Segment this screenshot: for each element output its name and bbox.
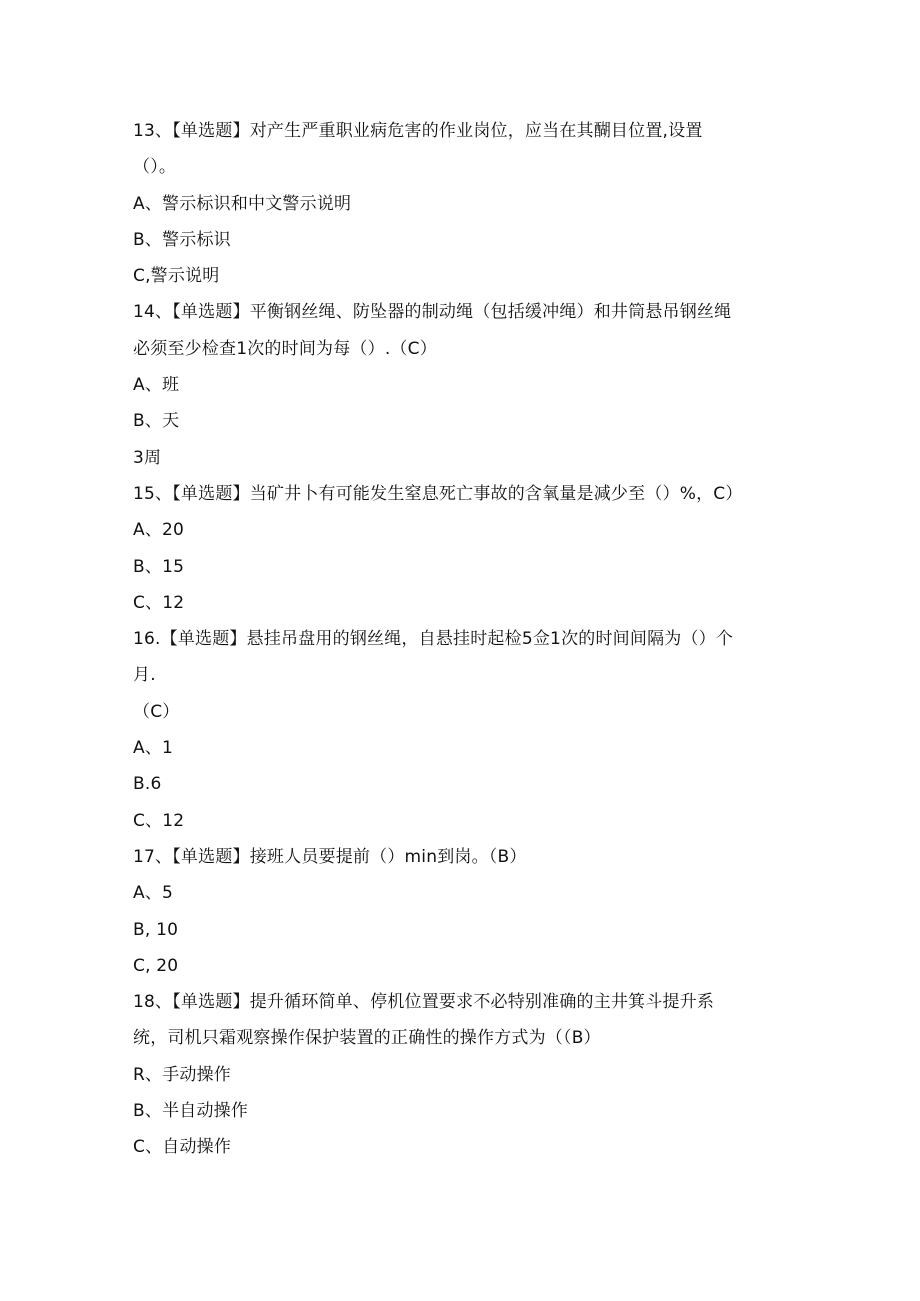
question-15-option-c: C、12 [133,592,185,613]
question-13-stem-cont: （）。 [133,157,177,178]
question-17-option-b: B, 10 [133,919,179,940]
question-16-answer: （C） [133,701,180,722]
question-14-option-a: A、班 [133,375,180,396]
question-14-stem: 14、【单选题】平衡钢丝绳、防坠器的制动绳（包括缓冲绳）和井筒悬吊钢丝绳 [133,302,732,323]
question-17-option-c: C, 20 [133,955,179,976]
question-18-option-c: C、自动操作 [133,1137,232,1158]
question-13-option-c: C,警示说明 [133,266,220,287]
question-18-stem-cont: 统，司机只霜观察操作保护装置的正确性的操作方式为（（B） [133,1028,601,1049]
question-16-stem: 16.【单选题】悬挂吊盘用的钢丝绳，自悬挂时起检5佥1次的时间间隔为（）个 [133,629,734,650]
question-18-option-b: B、半自动操作 [133,1101,249,1122]
question-16-option-a: A、1 [133,738,174,759]
question-14-stem-cont: 必须至少检查1次的时间为每（）.（C） [133,338,437,359]
question-list [133,113,793,1166]
question-13-option-a: A、警示标识和中文警示说明 [133,193,352,214]
question-17-stem: 17、【单选题】接班人员要提前（）min到岗。（B） [133,846,527,867]
question-15-stem: 15、【单选题】当矿井卜有可能发生窒息死亡事故的含氧量是减少至（）%，C） [133,483,743,504]
question-18-option-a: R、手动操作 [133,1064,232,1085]
question-14-option-c: 3周 [133,447,162,468]
question-18-stem: 18、【单选题】提升循环简单、停机位置要求不必特别准确的主井箕斗提升系 [133,992,715,1013]
question-15-option-a: A、20 [133,520,185,541]
question-13-stem: 13、【单选题】对产生严重职业病危害的作业岗位，应当在其醐目位置,设置 [133,121,703,141]
question-16-stem-cont: 月. [133,665,156,686]
question-16-option-c: C、12 [133,810,185,831]
question-13-option-b: B、警示标识 [133,229,231,250]
question-14-option-b: B、天 [133,411,180,432]
question-15-option-b: B、15 [133,556,185,577]
question-17-option-a: A、5 [133,883,174,904]
question-16-option-b: B.6 [133,774,162,795]
